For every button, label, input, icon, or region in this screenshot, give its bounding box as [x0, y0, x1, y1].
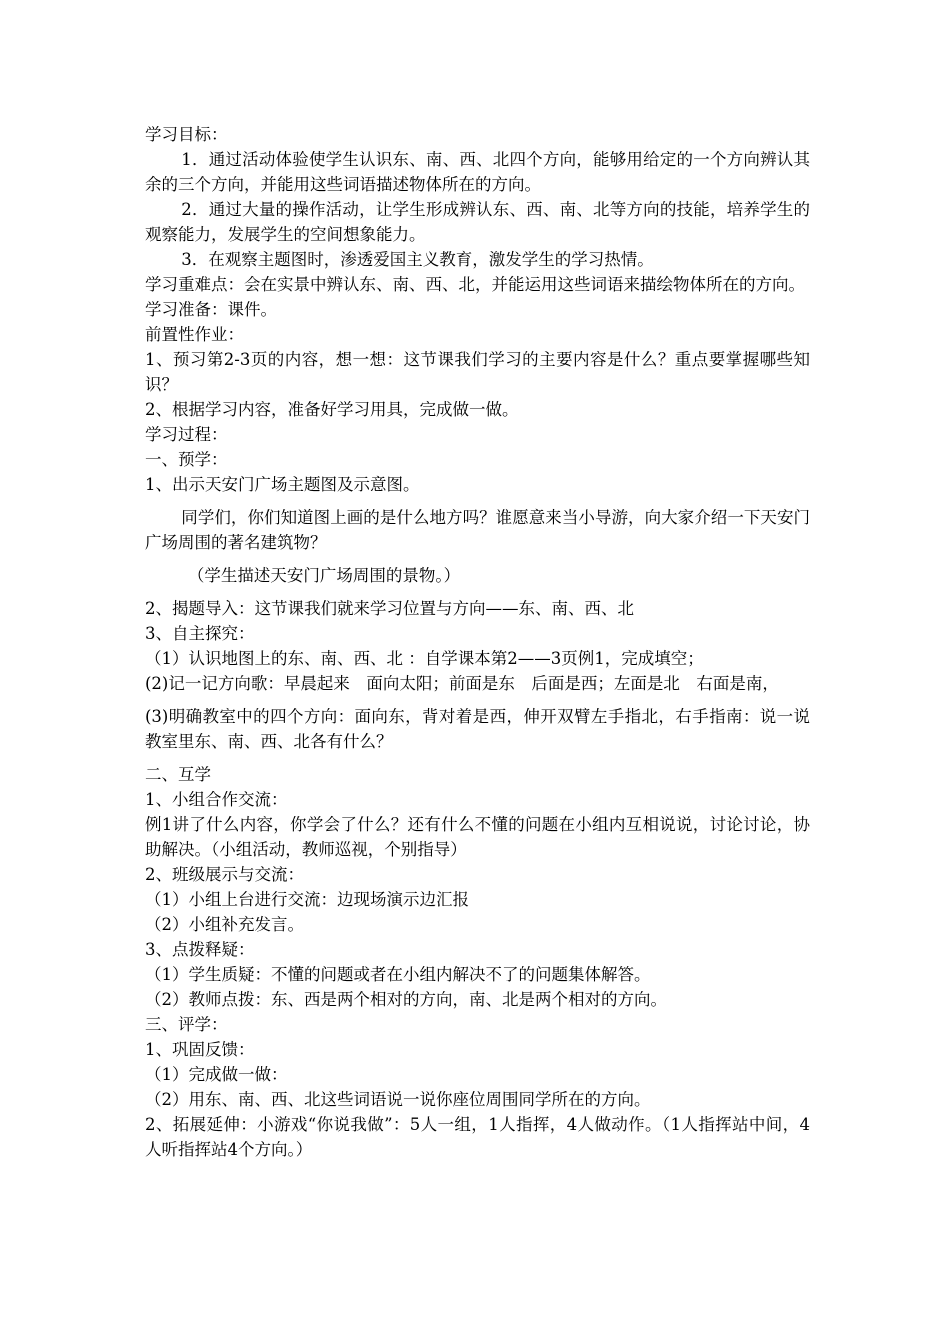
heading-pre-homework: 前置性作业： [145, 325, 244, 344]
section-1-title: 一、预学： [145, 450, 228, 469]
step-1-3: 3、自主探究： [145, 624, 255, 643]
step-3-1: 1、巩固反馈： [145, 1040, 255, 1059]
pre-homework-1: 1、预习第2-3页的内容，想一想：这节课我们学习的主要内容是什么？重点要掌握哪些知识？ [145, 350, 810, 394]
preparation: 学习准备：课件。 [145, 300, 277, 319]
step-2-3: 3、点拨释疑： [145, 940, 255, 959]
feedback-2: （2）用东、南、西、北这些词语说一说你座位周围同学所在的方向。 [145, 1090, 651, 1109]
explore-3: (3)明确教室中的四个方向：面向东，背对着是西，伸开双臂左手指北，右手指南：说一说教室里东、南、西、北各有什么？ [145, 707, 810, 751]
key-difficulties: 学习重难点：会在实景中辨认东、南、西、北，并能运用这些词语来描绘物体所在的方向。 [145, 275, 805, 294]
step-2-2: 2、班级展示与交流： [145, 865, 304, 884]
clarify-2: （2）教师点拨：东、西是两个相对的方向，南、北是两个相对的方向。 [145, 990, 667, 1009]
student-description: （学生描述天安门广场周围的景物。） [187, 566, 461, 585]
goal-1: 1．通过活动体验使学生认识东、南、西、北四个方向，能够用给定的一个方向辨认其余的三个方向，并能用这些词语描述物体所在的方向。 [145, 150, 810, 194]
heading-process: 学习过程： [145, 425, 228, 444]
goal-2: 2．通过大量的操作活动，让学生形成辨认东、西、南、北等方向的技能，培养学生的观察能力，发展学生的空间想象能力。 [145, 200, 810, 244]
example-discussion: 例1讲了什么内容，你学会了什么？还有什么不懂的问题在小组内互相说说，讨论讨论，协助解决。（小组活动，教师巡视，个别指导） [145, 815, 810, 859]
explore-2: (2)记一记方向歌：早晨起来 面向太阳；前面是东 后面是西；左面是北 右面是南， [145, 674, 779, 693]
section-3-title: 三、评学： [145, 1015, 228, 1034]
step-2-1: 1、小组合作交流： [145, 790, 288, 809]
feedback-1: （1）完成做一做： [145, 1065, 288, 1084]
step-1-1: 1、出示天安门广场主题图及示意图。 [145, 475, 420, 494]
goal-3: 3．在观察主题图时，渗透爱国主义教育，激发学生的学习热情。 [181, 250, 654, 269]
intro-question: 同学们，你们知道图上画的是什么地方吗？谁愿意来当小导游，向大家介绍一下天安门广场周围的著名建筑物？ [145, 508, 810, 552]
step-3-2: 2、拓展延伸：小游戏“你说我做”：5人一组，1人指挥，4人做动作。（1人指挥站中间，4人听指挥站4个方向。） [145, 1115, 810, 1159]
step-1-2: 2、揭题导入：这节课我们就来学习位置与方向——东、南、西、北 [145, 599, 634, 618]
heading-learning-goals: 学习目标： [145, 125, 228, 144]
present-1: （1）小组上台进行交流：边现场演示边汇报 [145, 890, 469, 909]
pre-homework-2: 2、根据学习内容，准备好学习用具，完成做一做。 [145, 400, 519, 419]
explore-1: （1）认识地图上的东、南、西、北 ：自学课本第2——3页例1，完成填空； [145, 649, 704, 668]
present-2: （2）小组补充发言。 [145, 915, 304, 934]
clarify-1: （1）学生质疑：不懂的问题或者在小组内解决不了的问题集体解答。 [145, 965, 651, 984]
section-2-title: 二、互学 [145, 765, 211, 784]
